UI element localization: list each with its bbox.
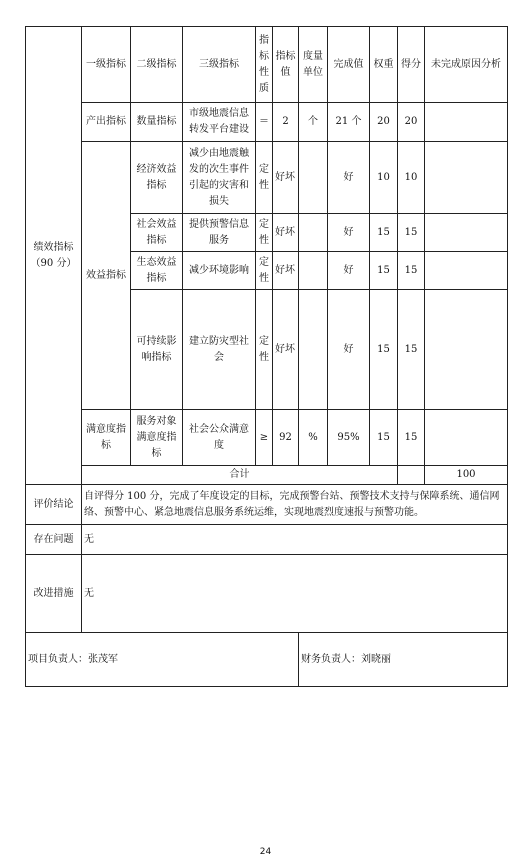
benefit-nature: 定性 bbox=[256, 214, 273, 252]
output-unit: 个 bbox=[299, 103, 328, 142]
benefit-nature: 定性 bbox=[256, 290, 273, 410]
evaluation-label: 评价结论 bbox=[26, 485, 82, 525]
benefit-l2: 可持续影响指标 bbox=[131, 290, 183, 410]
satisfaction-weight: 15 bbox=[370, 410, 398, 466]
signature-row bbox=[26, 633, 508, 687]
improvements-row bbox=[26, 555, 508, 633]
benefit-done: 好 bbox=[328, 214, 370, 252]
performance-table bbox=[25, 26, 508, 687]
output-score: 20 bbox=[398, 103, 425, 142]
evaluation-text: 自评得分 100 分，完成了年度设定的目标，完成预警台站、预警技术支持与保障系统、通信网络、预警中心、紧急地震信息服务系统运维，实现地震烈度速报与预警功能。 bbox=[82, 485, 508, 525]
benefit-value: 好坏 bbox=[273, 252, 299, 290]
total-weight bbox=[398, 466, 425, 485]
benefit-value: 好坏 bbox=[273, 290, 299, 410]
benefit-score: 10 bbox=[398, 142, 425, 214]
benefit-l1: 效益指标 bbox=[82, 142, 131, 410]
benefit-l2: 社会效益指标 bbox=[131, 214, 183, 252]
benefit-done: 好 bbox=[328, 290, 370, 410]
header-weight: 权重 bbox=[370, 27, 398, 103]
output-reason bbox=[425, 103, 508, 142]
benefit-l3: 提供预警信息服务 bbox=[183, 214, 256, 252]
total-score: 100 bbox=[425, 466, 508, 485]
benefit-weight: 10 bbox=[370, 142, 398, 214]
output-l1: 产出指标 bbox=[82, 103, 131, 142]
header-l3: 三级指标 bbox=[183, 27, 256, 103]
benefit-l3: 建立防灾型社会 bbox=[183, 290, 256, 410]
satisfaction-nature: ≥ bbox=[256, 410, 273, 466]
header-reason: 未完成原因分析 bbox=[425, 27, 508, 103]
evaluation-row bbox=[26, 485, 508, 525]
benefit-reason bbox=[425, 290, 508, 410]
benefit-nature: 定性 bbox=[256, 142, 273, 214]
satisfaction-l1: 满意度指标 bbox=[82, 410, 131, 466]
page-number: 24 bbox=[259, 847, 272, 857]
output-value: 2 bbox=[273, 103, 299, 142]
benefit-score: 15 bbox=[398, 290, 425, 410]
output-nature: ＝ bbox=[256, 103, 273, 142]
benefit-nature: 定性 bbox=[256, 252, 273, 290]
benefit-score: 15 bbox=[398, 252, 425, 290]
problems-label: 存在问题 bbox=[26, 525, 82, 555]
benefit-weight: 15 bbox=[370, 214, 398, 252]
group-label-cell: 绩效指标（90 分） bbox=[26, 27, 82, 485]
satisfaction-l2: 服务对象满意度指标 bbox=[131, 410, 183, 466]
benefit-l2: 经济效益指标 bbox=[131, 142, 183, 214]
table-row bbox=[26, 142, 508, 214]
finance-lead: 财务负责人：刘晓丽 bbox=[299, 633, 508, 687]
satisfaction-done: 95% bbox=[328, 410, 370, 466]
project-lead: 项目负责人：张茂军 bbox=[26, 633, 299, 687]
benefit-l2: 生态效益指标 bbox=[131, 252, 183, 290]
benefit-weight: 15 bbox=[370, 252, 398, 290]
problems-row bbox=[26, 525, 508, 555]
header-unit: 度量单位 bbox=[299, 27, 328, 103]
header-done: 完成值 bbox=[328, 27, 370, 103]
header-value: 指标值 bbox=[273, 27, 299, 103]
benefit-l3: 减少环境影响 bbox=[183, 252, 256, 290]
benefit-reason bbox=[425, 252, 508, 290]
benefit-reason bbox=[425, 214, 508, 252]
benefit-unit bbox=[299, 214, 328, 252]
satisfaction-unit: % bbox=[299, 410, 328, 466]
benefit-score: 15 bbox=[398, 214, 425, 252]
output-weight: 20 bbox=[370, 103, 398, 142]
benefit-weight: 15 bbox=[370, 290, 398, 410]
satisfaction-value: 92 bbox=[273, 410, 299, 466]
benefit-done: 好 bbox=[328, 142, 370, 214]
header-l2: 二级指标 bbox=[131, 27, 183, 103]
table-row bbox=[26, 410, 508, 466]
benefit-l3: 减少由地震触发的次生事件引起的灾害和损失 bbox=[183, 142, 256, 214]
header-score: 得分 bbox=[398, 27, 425, 103]
satisfaction-reason bbox=[425, 410, 508, 466]
benefit-unit bbox=[299, 290, 328, 410]
total-label: 合计 bbox=[82, 466, 398, 485]
header-row bbox=[26, 27, 508, 103]
total-row bbox=[26, 466, 508, 485]
benefit-unit bbox=[299, 142, 328, 214]
improvements-text: 无 bbox=[82, 555, 508, 633]
header-nature: 指标性质 bbox=[256, 27, 273, 103]
benefit-done: 好 bbox=[328, 252, 370, 290]
output-l2: 数量指标 bbox=[131, 103, 183, 142]
benefit-value: 好坏 bbox=[273, 142, 299, 214]
benefit-reason bbox=[425, 142, 508, 214]
table-row bbox=[26, 103, 508, 142]
header-l1: 一级指标 bbox=[82, 27, 131, 103]
satisfaction-l3: 社会公众满意度 bbox=[183, 410, 256, 466]
benefit-unit bbox=[299, 252, 328, 290]
output-done: 21 个 bbox=[328, 103, 370, 142]
output-l3: 市级地震信息转发平台建设 bbox=[183, 103, 256, 142]
problems-text: 无 bbox=[82, 525, 508, 555]
satisfaction-score: 15 bbox=[398, 410, 425, 466]
benefit-value: 好坏 bbox=[273, 214, 299, 252]
improvements-label: 改进措施 bbox=[26, 555, 82, 633]
